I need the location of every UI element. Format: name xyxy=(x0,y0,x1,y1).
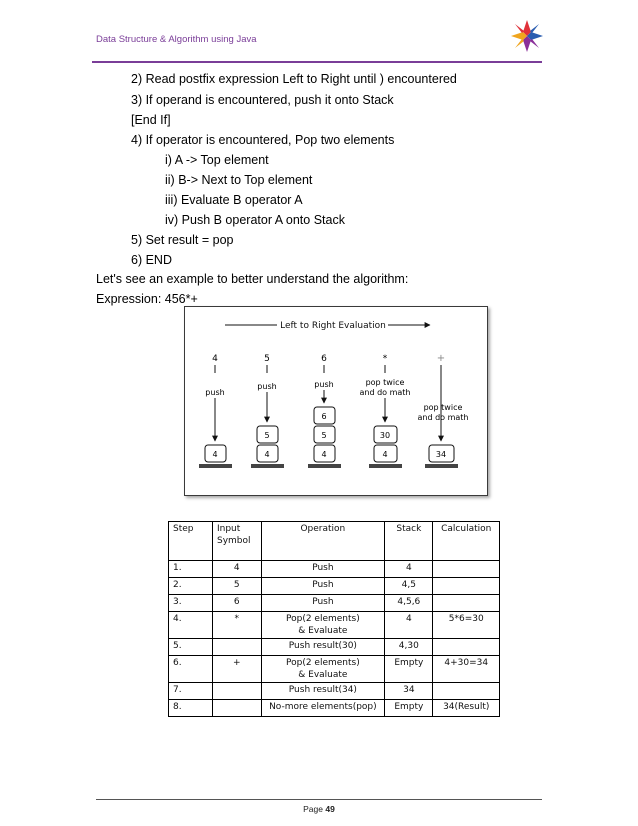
cell-input: 4 xyxy=(212,561,261,578)
table-row xyxy=(169,612,500,639)
stack-value: 4 xyxy=(382,450,388,459)
header-title: Data Structure & Algorithm using Java xyxy=(96,34,257,45)
table-row xyxy=(169,683,500,700)
header-rule xyxy=(92,61,542,63)
cell-stack: 34 xyxy=(385,683,433,700)
cell-operation xyxy=(261,700,385,717)
input-symbol: 4 xyxy=(212,354,218,364)
cell-stack: 4 xyxy=(385,612,433,639)
cell-stack: Empty xyxy=(385,656,433,683)
header-operation: Operation xyxy=(261,522,385,561)
cell-calculation xyxy=(433,639,500,656)
header-input-line2: Symbol xyxy=(216,536,251,546)
table-row xyxy=(169,595,500,612)
algorithm-substep: iii) Evaluate B operator A xyxy=(165,193,303,207)
action-label: pop twice xyxy=(423,403,463,412)
stack-value: 4 xyxy=(212,450,218,459)
page-number: 49 xyxy=(325,804,335,814)
stack-base xyxy=(308,464,341,468)
input-symbol: 6 xyxy=(321,354,327,364)
diagram-column xyxy=(417,353,468,468)
cell-operation xyxy=(261,656,385,683)
stack-value: 4 xyxy=(321,450,327,459)
cell-operation xyxy=(261,578,385,595)
stack-value: 5 xyxy=(264,431,270,440)
cell-input xyxy=(212,700,261,717)
action-label: push xyxy=(314,380,334,389)
cell-step: 7. xyxy=(169,683,213,700)
header-input-line1: Input xyxy=(216,524,241,534)
cell-input: 6 xyxy=(212,595,261,612)
operation-line: No-more elements(pop) xyxy=(269,702,377,712)
cell-operation xyxy=(261,639,385,656)
cell-input xyxy=(212,683,261,700)
cell-step: 5. xyxy=(169,639,213,656)
algorithm-step: 2) Read postfix expression Left to Right until ) encountered xyxy=(131,72,457,86)
page-footer xyxy=(0,804,638,814)
table-row xyxy=(169,561,500,578)
cell-calculation: 34(Result) xyxy=(433,700,500,717)
cell-stack: 4,30 xyxy=(385,639,433,656)
table-row xyxy=(169,700,500,717)
stack-value: 34 xyxy=(435,450,447,459)
cell-step: 3. xyxy=(169,595,213,612)
cell-input xyxy=(212,639,261,656)
operation-line: Pop(2 elements) xyxy=(286,614,360,624)
action-label: and do math xyxy=(417,413,469,422)
algorithm-step: [End If] xyxy=(131,113,171,127)
diagram-title: Left to Right Evaluation xyxy=(280,321,386,331)
operation-line: Push xyxy=(312,580,334,590)
stack-value: 4 xyxy=(264,450,270,459)
stack-base xyxy=(425,464,458,468)
algorithm-substep: i) A -> Top element xyxy=(165,153,269,167)
cell-input: * xyxy=(212,612,261,639)
cell-step: 6. xyxy=(169,656,213,683)
cell-calculation xyxy=(433,683,500,700)
footer-rule xyxy=(96,799,542,800)
stack-value: 30 xyxy=(379,431,391,440)
intro-text: Let's see an example to better understand the algorithm: xyxy=(96,272,409,286)
table-row xyxy=(169,656,500,683)
stack-base xyxy=(369,464,402,468)
algorithm-step: 3) If operand is encountered, push it onto Stack xyxy=(131,93,394,107)
algorithm-step: 6) END xyxy=(131,253,172,267)
cell-operation xyxy=(261,561,385,578)
cell-calculation: 5*6=30 xyxy=(433,612,500,639)
operation-line: Push xyxy=(312,597,334,607)
stack-value: 5 xyxy=(321,431,327,440)
cell-stack: 4 xyxy=(385,561,433,578)
diagram-column xyxy=(359,354,410,468)
header-stack: Stack xyxy=(385,522,433,561)
logo-icon xyxy=(507,16,547,56)
operation-line: Push xyxy=(312,563,334,573)
operation-line: Pop(2 elements) xyxy=(286,658,360,668)
page-label: Page xyxy=(303,804,323,814)
cell-calculation xyxy=(433,595,500,612)
header-step: Step xyxy=(169,522,213,561)
cell-stack: 4,5,6 xyxy=(385,595,433,612)
header-calculation: Calculation xyxy=(433,522,500,561)
header-input xyxy=(212,522,261,561)
cell-calculation xyxy=(433,578,500,595)
cell-stack: Empty xyxy=(385,700,433,717)
stack-base xyxy=(199,464,232,468)
operation-line: & Evaluate xyxy=(298,670,348,680)
cell-step: 2. xyxy=(169,578,213,595)
cell-input: + xyxy=(212,656,261,683)
cell-calculation xyxy=(433,561,500,578)
action-label: and do math xyxy=(359,388,411,397)
cell-step: 4. xyxy=(169,612,213,639)
evaluation-diagram xyxy=(184,306,488,496)
cell-operation xyxy=(261,612,385,639)
cell-stack: 4,5 xyxy=(385,578,433,595)
input-symbol: + xyxy=(436,353,446,364)
cell-operation xyxy=(261,683,385,700)
cell-step: 8. xyxy=(169,700,213,717)
cell-calculation: 4+30=34 xyxy=(433,656,500,683)
action-label: push xyxy=(257,382,277,391)
operation-line: Push result(30) xyxy=(288,641,357,651)
operation-line: & Evaluate xyxy=(298,626,348,636)
diagram-column xyxy=(308,354,341,468)
algorithm-substep: ii) B-> Next to Top element xyxy=(165,173,313,187)
table-header-row xyxy=(169,522,500,561)
expression-text: Expression: 456*+ xyxy=(96,292,198,306)
diagram-column xyxy=(199,354,232,468)
operation-line: Push result(34) xyxy=(288,685,357,695)
table-row xyxy=(169,578,500,595)
cell-input: 5 xyxy=(212,578,261,595)
action-label: push xyxy=(205,388,225,397)
algorithm-substep: iv) Push B operator A onto Stack xyxy=(165,213,345,227)
algorithm-step: 5) Set result = pop xyxy=(131,233,234,247)
action-label: pop twice xyxy=(365,378,405,387)
algorithm-step: 4) If operator is encountered, Pop two elements xyxy=(131,133,395,147)
cell-step: 1. xyxy=(169,561,213,578)
diagram-column xyxy=(251,354,284,468)
cell-operation xyxy=(261,595,385,612)
stack-base xyxy=(251,464,284,468)
input-symbol: 5 xyxy=(264,354,270,364)
table-row xyxy=(169,639,500,656)
stack-value: 6 xyxy=(321,412,327,421)
evaluation-table xyxy=(168,521,500,717)
input-symbol: * xyxy=(382,354,388,364)
